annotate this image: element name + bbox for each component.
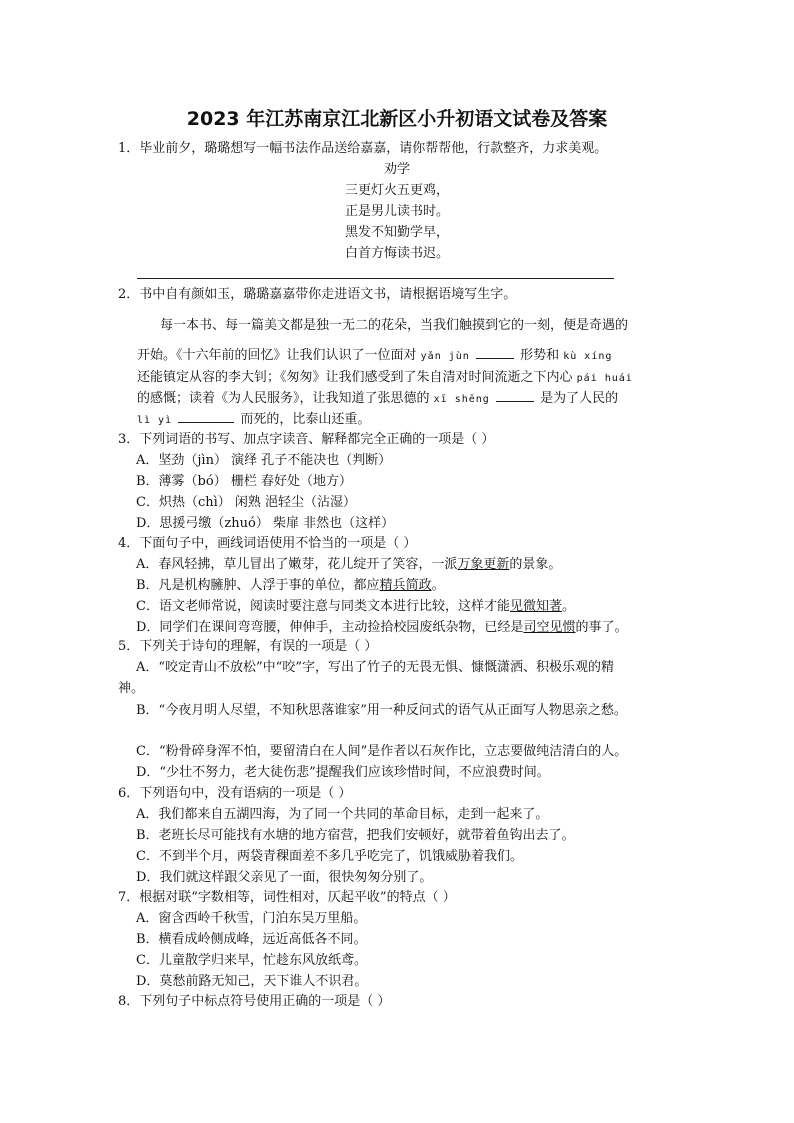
question-3-stem: 3．下列词语的书写、加点字读音、解释都完全正确的一项是（ ） <box>118 432 495 447</box>
blank-5[interactable] <box>178 410 234 423</box>
pinyin-5: lì yì <box>137 415 173 426</box>
q2-text-4a: 的感慨；读着《为人民服务》，让我知道了张思德的 <box>137 391 430 406</box>
q4-b-text: B．凡是机构臃肿、人浮于事的单位，都应 <box>136 578 380 593</box>
q5-option-d: D．“少壮不努力，老大徒伤悲”提醒我们应该珍惜时间，不应浪费时间。 <box>136 765 550 780</box>
q4-option-c <box>136 597 575 617</box>
q6-option-c: C．不到半个月，两袋青稞面差不多几乎吃完了，饥饿威胁着我们。 <box>136 849 523 864</box>
q6-option-b: B．老班长尽可能找有水塘的地方宿营，把我们安顿好，就带着鱼钩出去了。 <box>136 828 575 843</box>
poem-line-2: 正是男儿读书时。 <box>344 204 449 219</box>
q4-b-underlined: 精兵简政 <box>379 578 432 593</box>
q2-text-5b: 而死的，比泰山还重。 <box>240 412 371 427</box>
question-5-stem: 5．下列关于诗句的理解，有误的一项是（ ） <box>118 639 378 654</box>
q2-paragraph-line-1: 每一本书、每一篇美文都是独一无二的花朵，当我们触摸到它的一刻，便是奇遇的 <box>160 318 629 333</box>
pinyin-3: pái huái <box>576 373 633 384</box>
q4-d-underlined: 司空见惯 <box>523 620 576 635</box>
q4-a-text: A．春风轻拂，草儿冒出了嫩芽，花儿绽开了笑容，一派 <box>136 557 458 572</box>
q4-a-end: 的景象。 <box>509 557 562 572</box>
q7-option-c: C．儿童散学归来早，忙趁东风放纸鸢。 <box>136 953 367 968</box>
q4-option-d <box>136 618 627 638</box>
q5-option-c: C．“粉骨碎身浑不怕，要留清白在人间”是作者以石灰作比，立志要做纯洁清白的人。 <box>136 744 628 759</box>
q6-option-a: A．我们都来自五湖四海，为了同一个共同的革命目标，走到一起来了。 <box>136 807 549 822</box>
blank-4[interactable] <box>496 389 534 402</box>
q2-paragraph-line-2 <box>137 346 612 367</box>
q4-d-end: 的事了。 <box>575 620 628 635</box>
q2-paragraph-line-5 <box>137 410 370 431</box>
q7-option-d: D．莫愁前路无知己，天下谁人不识君。 <box>136 974 368 989</box>
q5-option-a: A．“咬定青山不放松”中“咬”字，写出了竹子的无畏无惧、慷慨潇洒、积极乐观的精 <box>136 660 614 675</box>
pinyin-2: kù xíng <box>563 351 613 362</box>
page-title: 2023 年江苏南京江北新区小升初语文试卷及答案 <box>186 108 608 130</box>
q3-option-c: C．炽热（chì） 闲熟 浥轻尘（沾湿） <box>136 495 357 510</box>
question-8-stem: 8．下列句子中标点符号使用正确的一项是（ ） <box>118 994 391 1009</box>
q4-c-end: 。 <box>561 599 575 614</box>
q3-option-a: A．坚劲（jìn） 演绎 孔子不能决也（判断） <box>136 453 392 468</box>
q5-option-b: B．“今夜月明人尽望，不知秋思落谁家”用一种反问式的语气从正面写人物思亲之愁。 <box>136 703 627 718</box>
question-1-stem: 1．毕业前夕，璐璐想写一幅书法作品送给嘉嘉，请你帮帮他，行款整齐，力求美观。 <box>118 141 608 156</box>
q4-option-b <box>136 576 445 596</box>
q6-option-d: D．我们就这样跟父亲见了一面，很快匆匆分别了。 <box>136 870 433 885</box>
q5-option-a-cont: 神。 <box>118 681 145 696</box>
q2-paragraph-line-3 <box>137 368 633 389</box>
q2-text-2b: 形势和 <box>520 348 560 363</box>
q4-option-a <box>136 555 561 575</box>
q7-option-a: A．窗含西岭千秋雪，门泊东吴万里船。 <box>136 911 367 926</box>
q3-option-b: B．薄雾（bó） 栅栏 春好处（地方） <box>136 474 352 489</box>
q4-d-text: D．同学们在课间弯弯腰，伸伸手，主动捡拾校园废纸杂物，已经是 <box>136 620 524 635</box>
q3-option-d: D．思援弓缴（zhuó） 柴扉 非然也（这样） <box>136 516 395 531</box>
question-4-stem: 4．下面句子中，画线词语使用不恰当的一项是（ ） <box>118 536 417 551</box>
q2-text-2a: 开始。《十六年前的回忆》让我们认识了一位面对 <box>137 348 417 363</box>
question-2-stem: 2．书中自有颜如玉，璐璐嘉嘉带你走进语文书，请根据语境写生字。 <box>118 287 517 302</box>
question-7-stem: 7．根据对联“字数相等，词性相对，仄起平收”的特点（ ） <box>118 890 456 905</box>
question-6-stem: 6．下列语句中，没有语病的一项是（ ） <box>118 786 352 801</box>
writing-line <box>137 278 614 279</box>
q2-text-4b: 是为了人民的 <box>540 391 619 406</box>
poem-line-3: 黑发不知勤学早， <box>344 225 449 240</box>
poem-line-1: 三更灯火五更鸡， <box>344 183 449 198</box>
poem-title: 劝学 <box>383 162 410 177</box>
pinyin-1: yǎn jùn <box>420 351 470 362</box>
q2-text-3a: 还能镇定从容的李大钊；《匆匆》让我们感受到了朱自清对时间流逝之下内心 <box>137 370 573 385</box>
q4-c-underlined: 见微知著 <box>509 599 562 614</box>
q4-a-underlined: 万象更新 <box>457 557 510 572</box>
q7-option-b: B．横看成岭侧成峰，远近高低各不同。 <box>136 932 367 947</box>
q4-c-text: C．语文老师常说，阅读时要注意与同类文本进行比较，这样才能 <box>136 599 510 614</box>
blank-1[interactable] <box>476 346 514 359</box>
q2-paragraph-line-4 <box>137 389 618 410</box>
pinyin-4: xī shēng <box>433 394 490 405</box>
poem-line-4: 白首方悔读书迟。 <box>344 246 449 261</box>
q4-b-end: 。 <box>431 578 445 593</box>
